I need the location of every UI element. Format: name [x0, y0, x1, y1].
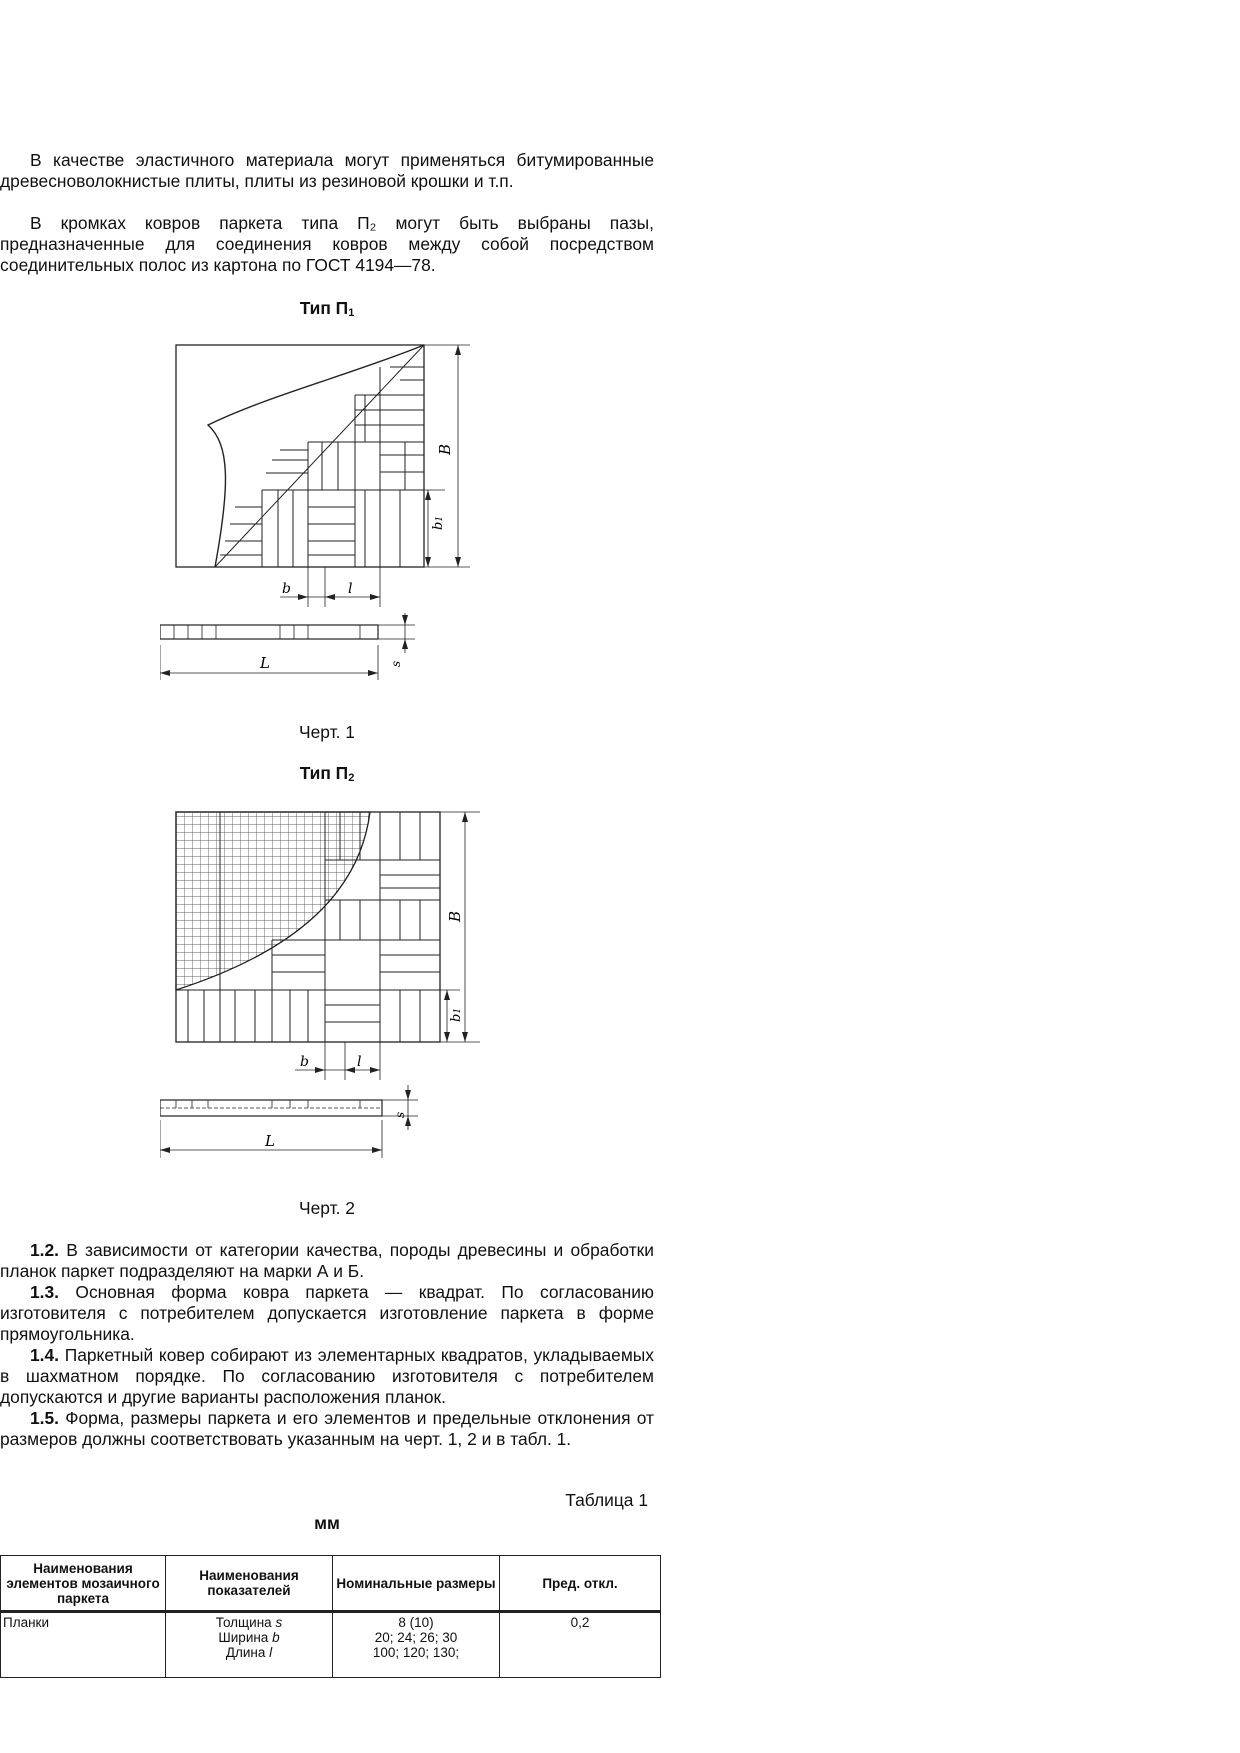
table-header-indicators: Наименования показателей — [166, 1556, 333, 1612]
fig1-carpet-outline — [176, 345, 424, 567]
tolerance-value: 0,2 — [570, 1615, 590, 1630]
fig2-label-B: B — [446, 910, 464, 922]
clause-1-5-number: 1.5. — [30, 1408, 60, 1428]
figure1-heading-text: Тип П — [299, 298, 349, 318]
fig2-label-b1: b1 — [449, 1007, 464, 1022]
clause-1-4-number: 1.4. — [30, 1345, 60, 1365]
table-cell-indicators — [166, 1612, 333, 1678]
fig1-label-B: B — [436, 443, 454, 455]
figure2-drawing — [160, 800, 500, 1180]
table-1 — [0, 1555, 661, 1678]
fig1-label-b1: b1 — [431, 515, 446, 530]
clause-1-5 — [0, 1408, 654, 1450]
figure2-heading — [0, 763, 654, 784]
size-length: 100; 120; 130; — [372, 1645, 460, 1660]
clause-1-5-text: Форма, размеры паркета и его элементов и предельные отклонения от размеров должны соответствовать указанным на черт. 1, 2 и в табл. 1. — [0, 1408, 654, 1449]
figure2-caption: Черт. 2 — [299, 1198, 355, 1218]
clause-1-3 — [0, 1282, 654, 1345]
clause-1-2-number: 1.2. — [30, 1240, 60, 1260]
fig1-label-L: L — [260, 654, 270, 672]
paragraph-edge-grooves: В кромках ковров паркета типа П₂ могут быть выбраны пазы, предназначенные для соединения ковров между собой посредством соединительных полос из картона по ГОСТ 4194—78. — [0, 213, 654, 275]
size-thickness: 8 (10) — [398, 1615, 434, 1630]
fig1-strips — [215, 345, 424, 567]
size-width: 20; 24; 26; 30 — [374, 1630, 458, 1645]
fig1-paper-curl — [208, 345, 424, 567]
table-header-row — [1, 1556, 661, 1612]
fig1-label-s: s — [389, 660, 403, 667]
figure1-drawing — [160, 335, 500, 710]
table-cell-element: Планки — [1, 1612, 166, 1678]
fig2-label-l: l — [357, 1054, 362, 1070]
table-header-tolerance: Пред. откл. — [500, 1556, 661, 1612]
clause-1-4-text: Паркетный ковер собирают из элементарных квадратов, укладываемых в шахматном порядке. По согласованию изготовителя с потребителем допускаются и другие варианты расположения планок. — [0, 1345, 654, 1407]
fig2-label-L: L — [265, 1132, 275, 1150]
fig1-label-b: b — [282, 581, 291, 597]
clause-1-3-text: Основная форма ковра паркета — квадрат. По согласованию изготовителя с потребителем допускается изготовление паркета в форме прямоугольника. — [0, 1282, 654, 1344]
fig1-section — [160, 625, 378, 639]
figure1-heading-sub: 1 — [348, 307, 355, 319]
clause-1-2 — [0, 1240, 654, 1282]
table-label: Таблица 1 — [565, 1490, 648, 1510]
table-units: мм — [314, 1513, 340, 1533]
fig2-mesh-area — [176, 812, 370, 990]
paragraph-elastic-material: В качестве эластичного материала могут применяться битумированные древесноволокнистые плиты, плиты из резиновой крошки и т.п. — [0, 150, 654, 191]
indicator-length: Длина l — [225, 1645, 273, 1660]
figure1-heading — [0, 298, 654, 319]
figure2-heading-text: Тип П — [299, 763, 349, 783]
table-cell-tolerance — [500, 1612, 661, 1678]
fig1-label-l: l — [348, 581, 353, 597]
indicator-thickness: Толщина s — [215, 1615, 283, 1630]
table-header-elements: Наименования элементов мозаичного паркета — [1, 1556, 166, 1612]
indicator-width: Ширина b — [218, 1630, 280, 1645]
table-header-sizes: Номинальные размеры — [333, 1556, 500, 1612]
table-row — [1, 1612, 661, 1678]
fig2-label-s: s — [393, 1111, 407, 1118]
figure2-heading-sub: 2 — [348, 772, 355, 784]
clause-1-3-number: 1.3. — [30, 1282, 60, 1302]
fig2-label-b: b — [300, 1054, 309, 1070]
table-cell-sizes — [333, 1612, 500, 1678]
clause-1-2-text: В зависимости от категории качества, породы древесины и обработки планок паркет подразделяют на марки А и Б. — [0, 1240, 654, 1281]
clause-1-4 — [0, 1345, 654, 1408]
figure1-caption: Черт. 1 — [299, 722, 355, 742]
